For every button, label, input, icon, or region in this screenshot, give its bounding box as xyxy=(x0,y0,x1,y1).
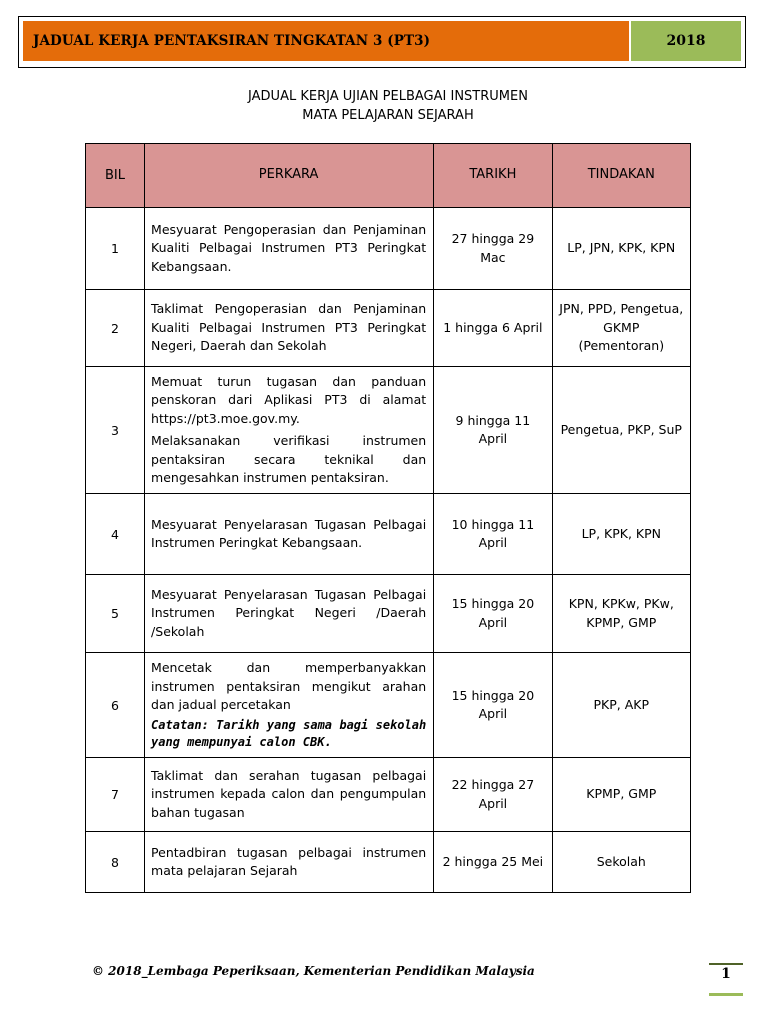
page-header xyxy=(18,16,746,68)
cell-tarikh: 10 hingga 11 April xyxy=(434,494,552,575)
page-number: 1 xyxy=(721,966,731,982)
cell-perkara xyxy=(145,208,434,290)
perkara-paragraph: Mesyuarat Pengoperasian dan Penjaminan Kualiti Pelbagai Instrumen PT3 Peringkat Kebangsaan. xyxy=(151,221,427,274)
cell-tindakan: JPN, PPD, Pengetua, GKMP (Pementoran) xyxy=(552,290,690,367)
cell-tindakan: KPMP, GMP xyxy=(552,758,690,832)
cell-tindakan: LP, JPN, KPK, KPN xyxy=(552,208,690,290)
cell-tarikh: 15 hingga 20 April xyxy=(434,653,552,758)
table-row xyxy=(86,367,691,494)
perkara-paragraph: Mesyuarat Penyelarasan Tugasan Pelbagai Instrumen Peringkat Kebangsaan. xyxy=(151,516,427,550)
cell-tindakan: LP, KPK, KPN xyxy=(552,494,690,575)
cell-bil: 5 xyxy=(86,575,145,653)
table-row xyxy=(86,653,691,758)
cell-tarikh: 1 hingga 6 April xyxy=(434,290,552,367)
perkara-paragraph: Mencetak dan memperbanyakkan instrumen pentaksiran mengikut arahan dan jadual percetakan xyxy=(151,660,427,713)
header-year: 2018 xyxy=(631,21,741,61)
perkara-note: Catatan: Tarikh yang sama bagi sekolah yang mempunyai calon CBK. xyxy=(151,717,427,749)
perkara-paragraph: Mesyuarat Penyelarasan Tugasan Pelbagai Instrumen Peringkat Negeri /Daerah /Sekolah xyxy=(151,586,427,639)
table-row xyxy=(86,575,691,653)
column-header-tarikh: TARIKH xyxy=(434,144,552,208)
perkara-paragraph: Melaksanakan verifikasi instrumen pentaksiran secara teknikal dan mengesahkan instrumen pentaksiran. xyxy=(151,433,427,485)
cell-tarikh: 27 hingga 29 Mac xyxy=(434,208,552,290)
page-number-rule-bottom xyxy=(709,993,743,996)
table-row xyxy=(86,832,691,893)
table-row xyxy=(86,290,691,367)
cell-perkara xyxy=(145,758,434,832)
cell-tindakan: KPN, KPKw, PKw, KPMP, GMP xyxy=(552,575,690,653)
cell-bil: 7 xyxy=(86,758,145,832)
table-header-row xyxy=(86,144,691,208)
cell-bil: 6 xyxy=(86,653,145,758)
perkara-paragraph: Taklimat Pengoperasian dan Penjaminan Kualiti Pelbagai Instrumen PT3 Peringkat Negeri, Daerah dan Sekolah xyxy=(151,301,427,354)
cell-tarikh: 22 hingga 27 April xyxy=(434,758,552,832)
perkara-paragraph: Taklimat dan serahan tugasan pelbagai instrumen kepada calon dan pengumpulan bahan tugasan xyxy=(151,767,427,820)
cell-tarikh: 2 hingga 25 Mei xyxy=(434,832,552,893)
page-number-rule-top xyxy=(709,963,743,965)
table-row xyxy=(86,494,691,575)
column-header-bil: BIL xyxy=(86,144,145,208)
cell-perkara xyxy=(145,494,434,575)
footer-copyright: © 2018_Lembaga Peperiksaan, Kementerian Pendidikan Malaysia xyxy=(92,964,535,978)
table-body xyxy=(86,208,691,893)
column-header-perkara: PERKARA xyxy=(145,144,434,208)
cell-perkara xyxy=(145,832,434,893)
document-title-line-1: JADUAL KERJA UJIAN PELBAGAI INSTRUMEN xyxy=(248,89,528,104)
cell-perkara xyxy=(145,367,434,494)
cell-perkara xyxy=(145,653,434,758)
cell-bil: 4 xyxy=(86,494,145,575)
cell-tarikh: 15 hingga 20 April xyxy=(434,575,552,653)
column-header-tindakan: TINDAKAN xyxy=(552,144,690,208)
cell-bil: 3 xyxy=(86,367,145,494)
table-row xyxy=(86,758,691,832)
cell-bil: 1 xyxy=(86,208,145,290)
cell-tindakan: Pengetua, PKP, SuP xyxy=(552,367,690,494)
cell-tindakan: Sekolah xyxy=(552,832,690,893)
cell-perkara xyxy=(145,575,434,653)
table-row xyxy=(86,208,691,290)
perkara-paragraph: Memuat turun tugasan dan panduan penskoran dari Aplikasi PT3 di alamat https://pt3.moe.gov.my. xyxy=(151,373,427,426)
cell-tindakan: PKP, AKP xyxy=(552,653,690,758)
document-title-line-2: MATA PELAJARAN SEJARAH xyxy=(302,108,474,123)
perkara-paragraph: Pentadbiran tugasan pelbagai instrumen mata pelajaran Sejarah xyxy=(151,844,427,878)
document-title xyxy=(0,87,768,125)
cell-tarikh: 9 hingga 11 April xyxy=(434,367,552,494)
header-title: JADUAL KERJA PENTAKSIRAN TINGKATAN 3 (PT3) xyxy=(23,21,629,61)
schedule-table xyxy=(85,143,691,893)
cell-bil: 8 xyxy=(86,832,145,893)
cell-bil: 2 xyxy=(86,290,145,367)
cell-perkara xyxy=(145,290,434,367)
